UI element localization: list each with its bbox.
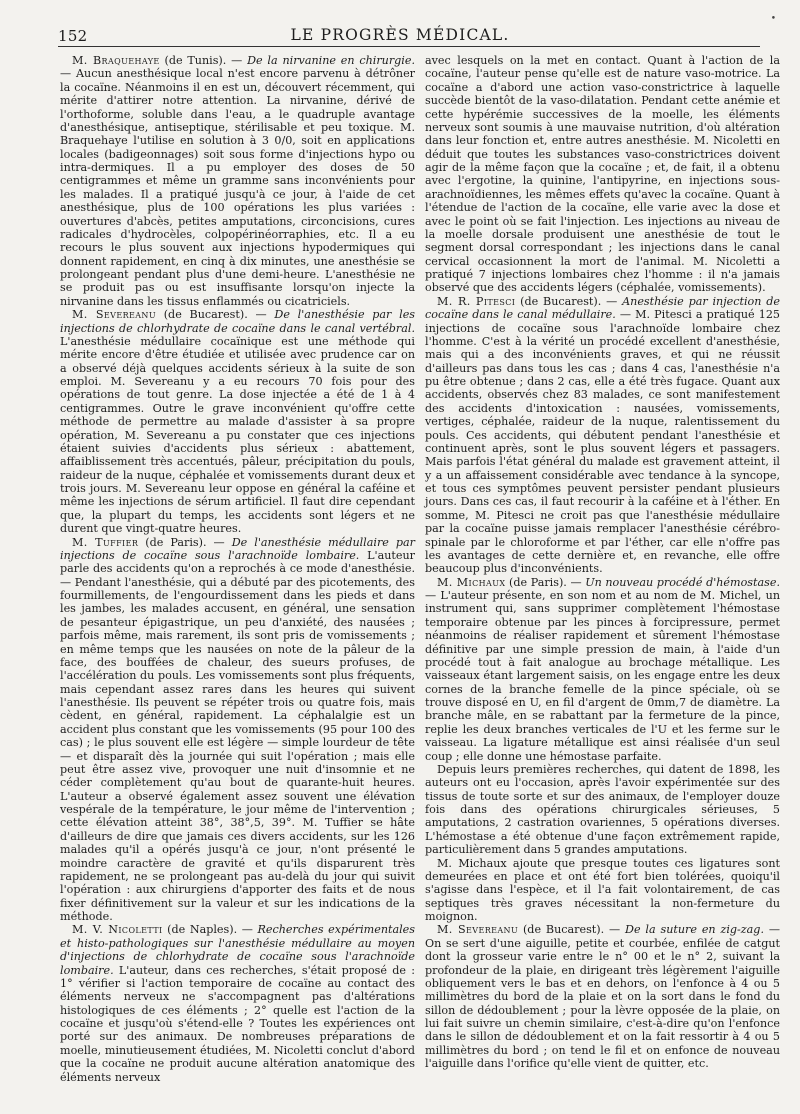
author-name: M. Severeanu: [437, 923, 519, 937]
paragraph-body: L'auteur, dans ces recherches, s'était proposé de : 1° vérifier si l'action temporaire de cocaïne au contact des éléments nerveux ne s'accompagnent pas d'altérations histologiques de ces éléments ; 2° quelle est l'action de la cocaïne et jusqu'où s'étend-elle ? Toutes les expériences ont porté sur des animaux. De nombreuses préparations de moelle, minutieusement étudiées, M. Nicoletti conclut d'abord que la cocaïne ne produit aucune altération anatomique des éléments nerveux: [60, 963, 415, 1084]
paper-title: De la suture en zig-zag.: [625, 923, 764, 937]
paragraph: [425, 54, 780, 295]
paper-title: Un nouveau procédé d'hémostase.: [585, 575, 780, 589]
author-place: (de Tunis). —: [159, 54, 248, 67]
paragraph-body: — On se sert d'une aiguille, petite et courbée, enfilée de catgut dont la grosseur varie entre le n° 00 et le n° 2, suivant la profondeur de la plaie, en dirigeant très légèrement l'aiguille obliquement vers le bas et en dehors, on l'enfonce à 4 ou 5 millimètres du bord de la plaie et on la sort dans le fond du sillon de dédoublement ; pour la lèvre opposée de la plaie, on lui fait suivre un chemin similaire, c'est-à-dire qu'on l'enfonce dans le sillon de dédoublement et on la fait ressortir à 4 ou 5 millimètres du bord ; on tend le fil et on enfonce de nouveau l'aiguille dans l'orifice qu'elle vient de quitter, etc.: [425, 923, 780, 1071]
paragraph-body: avec lesquels on la met en contact. Quant à l'action de la cocaïne, l'auteur pense qu'elle est de nature vaso-motrice. La cocaïne a d'abord une action vaso-constrictrice à laquelle succède bientôt de la vaso-dilatation. Pendant cette anémie et cette hypérémie successives de la moelle, les éléments nerveux sont soumis à une mauvaise nutrition, d'où altération dans leur fonction et, entre autres anesthésie. M. Nicoletti en déduit que toutes les substances vaso-constrictrices doivent agir de la même façon que la cocaïne ; et, de fait, il a obtenu avec l'ergotine, la quinine, l'antipyrine, en injections sous-arachnoïdiennes, les mêmes effets qu'avec la cocaïne. Quant à l'étendue de l'action de la cocaïne, elle varie avec la dose et avec le point où se fait l'injection. Les injections au niveau de la moelle dorsale produisent une anesthésie de tout le segment dorsal correspondant ; les injections dans le canal cervical occasionnent la mort de l'animal. M. Nicoletti a pratiqué 7 injections lombaires chez l'homme : il n'a jamais observé que des accidents légers (céphalée, vomissements).: [425, 54, 780, 295]
paragraph: [60, 923, 415, 1084]
author-place: (de Bucarest). —: [155, 308, 275, 322]
page-number: 152: [58, 27, 88, 45]
paper-title: De la nirvanine en chirurgie.: [247, 54, 415, 67]
author-place: (de Naples). —: [162, 923, 258, 937]
paper-title: De l'anesthésie médullaire par injections de cocaïne sous l'arachnoïde lombaire.: [60, 535, 415, 562]
paragraph-body: — Aucun anesthésique local n'est encore parvenu à détrôner la cocaïne. Néanmoins il en est un, découvert récemment, qui mérite d'attirer notre attention. La nirvanine, dérivé de l'orthoforme, soluble dans l'eau, a le quadruple avantage d'anesthésique, antiseptique, stérilisable et peu toxique. M. Braquehaye l'utilise en solution à 3 0/0, soit en applications locales (badigeonnages) soit sous forme d'injections hypo ou intra-dermiques. Il a pu employer des doses de 50 centigrammes et même un gramme sans inconvénients pour les malades. Il a pratiqué jusqu'à ce jour, à l'aide de cet anesthésique, plus de 100 opérations les plus variées : ouvertures d'abcès, petites amputations, circoncisions, cures radicales d'hydrocèles, colpopérinéorraphies, etc. Il a eu recours le plus souvent aux injections hypodermiques qui donnent rapidement, en cinq à dix minutes, une anesthésie se prolongeant pendant plus d'une demi-heure. L'anesthésie ne se produit pas ou est insuffisante lorsqu'on injecte la nirvanine dans les tissus enflammés ou cicatriciels.: [60, 67, 415, 308]
paragraph-body: — M. Pitesci a pratiqué 125 injections de cocaïne sous l'arachnoïde lombaire chez l'homme. C'est à la vérité un procédé excellent d'anesthésie, mais qui a des inconvénients graves, et qui ne réussit d'ailleurs pas dans tous les cas ; dans 4 cas, l'anesthésie n'a pu être obtenue ; dans 2 cas, elle a été très fugace. Quant aux accidents, observés chez 83 malades, ce sont manifestement des accidents d'intoxication : nausées, vomissements, vertiges, céphalée, raideur de la nuque, ralentissement du pouls. Ces accidents, qui débutent pendant l'anesthésie et continuent après, sont le plus souvent légers et passagers. Mais parfois l'état général du malade est gravement atteint, il y a un affaissement considérable avec tendance à la syncope, et tous ces symptômes peuvent persister pendant plusieurs jours. Dans ces cas, il faut recourir à la caféine et à l'éther. En somme, M. Pitesci ne croit pas que l'anesthésie médullaire par la cocaïne puisse jamais remplacer l'anesthésie cérébro-spinale par le chloroforme et par l'éther, car elle n'offre pas les avantages de cette dernière et, en revanche, elle offre beaucoup plus d'inconvénients.: [425, 308, 780, 576]
paper-title: De l'anesthésie par les injections de chlorhydrate de cocaïne dans le canal vertébral.: [60, 308, 416, 335]
author-name: M. Tuffier: [72, 535, 139, 549]
paper-title: Anesthésie par injection de cocaïne dans le canal médullaire.: [425, 294, 780, 322]
author-name: M. Severeanu: [72, 308, 156, 322]
author-name: M. V. Nicoletti: [72, 923, 163, 937]
paragraph-body: — L'auteur présente, en son nom et au nom de M. Michel, un instrument qui, sans supprimer complètement l'hémostase temporaire obtenue par les pinces à forcipressure, permet néanmoins de réaliser rapidement et sûrement l'hémostase définitive par une simple pression de main, à l'aide d'un procédé tout à fait analogue au brochage métallique. Les vaisseaux étant largement saisis, on les engage entre les deux cornes de la branche femelle de la pince spéciale, où se trouve disposé en U, en fil d'argent de 0mm,7 de diamètre. La branche mâle, en se rabattant par la fermeture de la pince, replie les deux branches verticales de l'U et les ferme sur le vaisseau. La ligature métallique est ainsi réalisée d'un seul coup ; elle donne une hémostase parfaite.: [425, 589, 780, 763]
author-name: M. R. Pitesci: [437, 294, 516, 308]
paragraph: [60, 536, 415, 924]
author-place: (de Bucarest). —: [518, 923, 626, 937]
author-name: M. Michaux: [437, 575, 506, 589]
author-place: (de Paris). —: [505, 575, 586, 589]
paragraph: [425, 923, 780, 1070]
running-title: LE PROGRÈS MÉDICAL.: [290, 26, 510, 44]
author-place: (de Bucarest). —: [515, 294, 623, 308]
author-place: (de Paris). —: [138, 535, 232, 549]
paragraph-body: L'auteur parle des accidents qu'on a reprochés à ce mode d'anesthésie. — Pendant l'anesthésie, qui a débuté par des picotements, des fourmillements, de l'engourdissement dans les pieds et dans les jambes, les malades accusent, en général, une sensation de pesanteur épigastrique, un peu d'anxiété, des nausées ; parfois même, mais rarement, ils sont pris de vomissements ; en même temps que les nausées on note de la pâleur de la face, des bouffées de chaleur, des sueurs profuses, de l'accélération du pouls. Les vomissements sont plus fréquents, mais cependant assez rares dans les heures qui suivent l'anesthésie. Ils peuvent se répéter trois ou quatre fois, mais cèdent, en général, rapidement. La céphalalgie est un accident plus constant que les vomissements (95 pour 100 des cas) ; le plus souvent elle est légère — simple lourdeur de tête — et disparaît dès la journée qui suit l'opération ; mais elle peut être assez vive, provoquer une nuit d'insomnie et ne céder complètement qu'au bout de quarante-huit heures. L'auteur a observé également assez souvent une élévation vespérale de la température, le jour même de l'intervention ; cette élévation atteint 38°, 38°,5, 39°. M. Tuffier se hâte d'ailleurs de dire que jamais ces divers accidents, sur les 126 malades qu'il a opérés jusqu'à ce jour, n'ont présenté le moindre caractère de gravité et qu'ils disparurent très rapidement, ne se prolongeant pas au-delà du jour qui suivit l'opération : aux chirurgiens d'apporter des faits et de nous fixer définitivement sur la valeur et sur les indications de la méthode.: [60, 548, 415, 923]
paper-title: Recherches expérimentales et histo-pathologiques sur l'anesthésie médullaire au moyen d'injections de chlorhydrate de cocaïne sous l'arachnoïde lombaire.: [60, 923, 415, 977]
paragraph: [60, 308, 415, 535]
author-name: M. Braquehaye: [72, 54, 160, 67]
paragraph: [60, 54, 415, 308]
paragraph-body: M. Michaux ajoute que presque toutes ces ligatures sont demeurées en place et ont été fort bien tolérées, quoiqu'il s'agisse dans l'espèce, et il l'a fait volontairement, de cas septiques très graves nécessitant la non-fermeture du moignon.: [425, 856, 780, 923]
left-column: [60, 54, 415, 1084]
right-column: [425, 54, 780, 1071]
paragraph: [425, 857, 780, 924]
paragraph: [425, 763, 780, 857]
paragraph-body: L'anesthésie médullaire cocaïnique est une méthode qui mérite encore d'être étudiée et utilisée avec prudence car on a observé déjà quelques accidents sérieux à la suite de son emploi. M. Severeanu y a eu recours 70 fois pour des opérations de tout genre. La dose injectée a été de 1 à 4 centigrammes. Outre le grave inconvénient qu'offre cette méthode de permettre au malade d'assister à sa propre opération, M. Severeanu a pu constater que ces injections étaient suivies d'accidents plus sérieux : abattement, affaiblissement très accentués, pâleur, précipitation du pouls, raideur de la nuque, céphalée et vomissements durant deux et trois jours. M. Severeanu leur oppose en général la caféine et même les injections de sérum artificiel. Il faut dire cependant que, la plupart du temps, les accidents sont légers et ne durent que vingt-quatre heures.: [60, 334, 415, 536]
paragraph: [425, 295, 780, 576]
header-rule: [58, 46, 760, 47]
paragraph: [425, 576, 780, 763]
paragraph-body: Depuis leurs premières recherches, qui datent de 1898, les auteurs ont eu l'occasion, après l'avoir expérimentée sur des tissus de toute sorte et sur des animaux, de l'employer douze fois dans des opérations chirurgicales sérieuses, 5 amputations, 2 castration ovariennes, 5 opérations diverses. L'hémostase a été obtenue d'une façon extrêmement rapide, particulièrement dans 5 grandes amputations.: [425, 762, 780, 857]
corner-mark: •: [770, 14, 776, 24]
